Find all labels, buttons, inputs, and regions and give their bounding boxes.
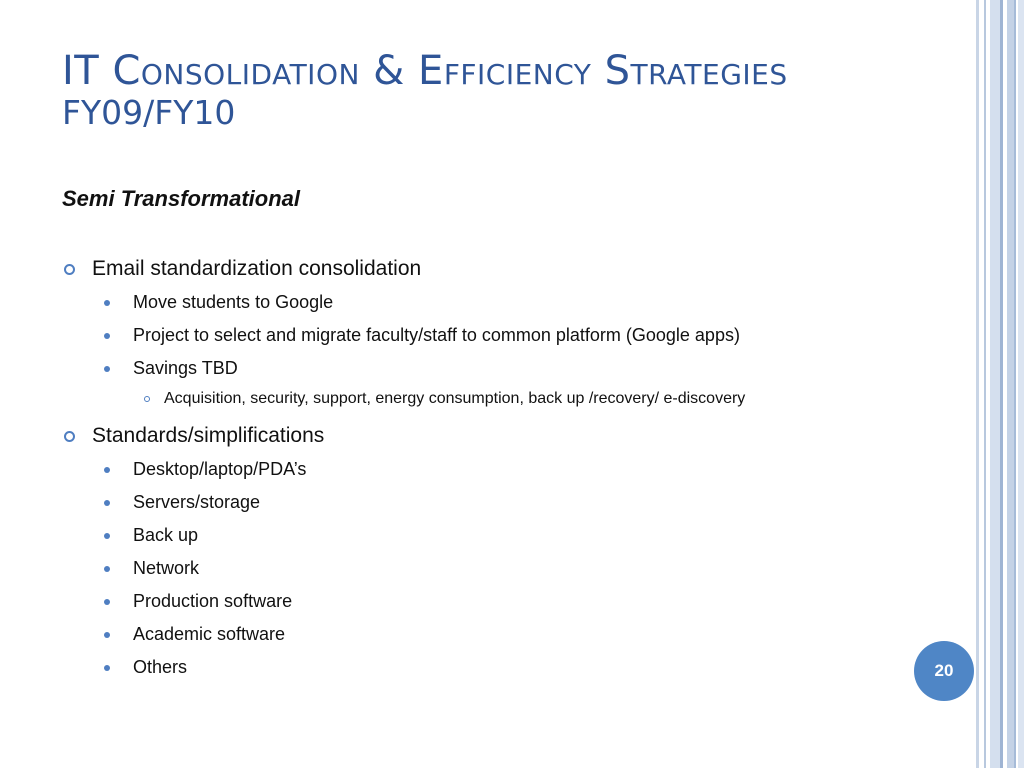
- dot-bullet-icon: [104, 366, 110, 372]
- bullet-level2: [62, 651, 922, 684]
- bullet-level2: [62, 453, 922, 486]
- bullet-text: Back up: [133, 525, 199, 545]
- bullet-level1: [62, 421, 922, 451]
- bullet-text: Project to select and migrate faculty/staff to common platform (Google apps): [133, 325, 740, 345]
- bullet-text: Email standardization consolidation: [92, 257, 422, 280]
- bullet-level2: [62, 519, 922, 552]
- bullet-text: Academic software: [133, 624, 286, 644]
- bullet-text: Standards/simplifications: [92, 424, 325, 447]
- bullet-content: [62, 250, 922, 684]
- small-hollow-circle-bullet-icon: [144, 396, 150, 402]
- bullet-level2: [62, 352, 922, 385]
- bullet-level2: [62, 618, 922, 651]
- bullet-level2-list: [62, 286, 922, 413]
- dot-bullet-icon: [104, 500, 110, 506]
- dot-bullet-icon: [104, 300, 110, 306]
- bullet-level2-list: [62, 453, 922, 684]
- stripe: [1000, 0, 1003, 768]
- bullet-text: Desktop/laptop/PDA’s: [133, 459, 307, 479]
- stripe: [1014, 0, 1016, 768]
- dot-bullet-icon: [104, 566, 110, 572]
- bullet-level2: [62, 286, 922, 319]
- bullet-level2: [62, 319, 922, 352]
- title-line-1: IT Consolidation & Efficiency Strategies: [62, 48, 788, 94]
- slide-title: [62, 50, 942, 131]
- stripe: [1007, 0, 1014, 768]
- title-line-2: FY09/FY10: [62, 93, 236, 133]
- bullet-level3: [62, 385, 922, 413]
- bullet-level2: [62, 552, 922, 585]
- dot-bullet-icon: [104, 333, 110, 339]
- stripe: [1018, 0, 1024, 768]
- bullet-text: Savings TBD: [133, 358, 238, 378]
- hollow-circle-bullet-icon: [64, 431, 75, 442]
- dot-bullet-icon: [104, 665, 110, 671]
- bullet-level2: [62, 585, 922, 618]
- bullet-level1: [62, 254, 922, 284]
- bullet-level2: [62, 486, 922, 519]
- stripe: [984, 0, 986, 768]
- page-number-badge: 20: [914, 641, 974, 701]
- slide-subtitle: Semi Transformational: [62, 186, 300, 211]
- dot-bullet-icon: [104, 467, 110, 473]
- decorative-side-stripes: [976, 0, 1024, 768]
- bullet-text: Servers/storage: [133, 492, 261, 512]
- stripe: [990, 0, 1000, 768]
- bullet-text: Acquisition, security, support, energy consumption, back up /recovery/ e-discovery: [164, 390, 746, 407]
- bullet-text: Production software: [133, 591, 293, 611]
- dot-bullet-icon: [104, 533, 110, 539]
- stripe: [976, 0, 979, 768]
- bullet-text: Move students to Google: [133, 292, 334, 312]
- dot-bullet-icon: [104, 632, 110, 638]
- bullet-text: Network: [133, 558, 200, 578]
- bullet-text: Others: [133, 657, 188, 677]
- dot-bullet-icon: [104, 599, 110, 605]
- hollow-circle-bullet-icon: [64, 264, 75, 275]
